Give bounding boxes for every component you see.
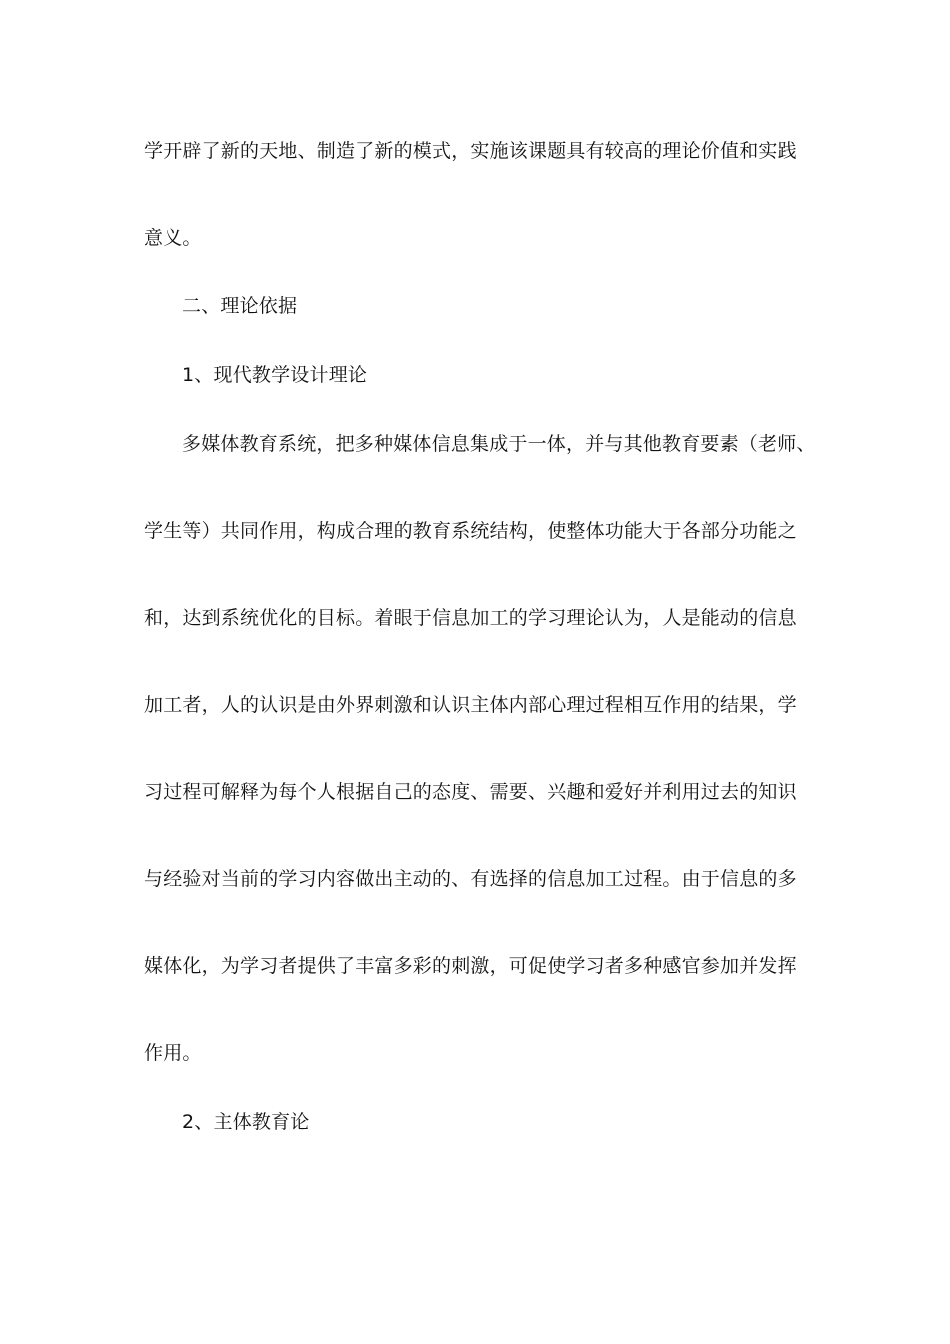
paragraph-line: 媒体化，为学习者提供了丰富多彩的刺激，可促使学习者多种感官参加并发挥 bbox=[144, 955, 797, 977]
paragraph-line: 多媒体教育系统，把多种媒体信息集成于一体，并与其他教育要素（老师、 bbox=[182, 433, 816, 455]
paragraph-line: 和，达到系统优化的目标。着眼于信息加工的学习理论认为，人是能动的信息 bbox=[144, 607, 797, 629]
paragraph-line: 学开辟了新的天地、制造了新的模式，实施该课题具有较高的理论价值和实践 bbox=[144, 140, 797, 162]
paragraph-line: 学生等）共同作用，构成合理的教育系统结构，使整体功能大于各部分功能之 bbox=[144, 520, 797, 542]
paragraph-line: 习过程可解释为每个人根据自己的态度、需要、兴趣和爱好并利用过去的知识 bbox=[144, 781, 797, 803]
subsection-heading: 1、现代教学设计理论 bbox=[182, 364, 368, 386]
paragraph-line: 作用。 bbox=[144, 1042, 202, 1064]
subsection-heading: 2、主体教育论 bbox=[182, 1111, 310, 1133]
paragraph-line: 与经验对当前的学习内容做出主动的、有选择的信息加工过程。由于信息的多 bbox=[144, 868, 797, 890]
paragraph-line: 加工者，人的认识是由外界刺激和认识主体内部心理过程相互作用的结果，学 bbox=[144, 694, 797, 716]
paragraph-line: 意义。 bbox=[144, 227, 202, 249]
section-heading: 二、理论依据 bbox=[182, 295, 298, 317]
